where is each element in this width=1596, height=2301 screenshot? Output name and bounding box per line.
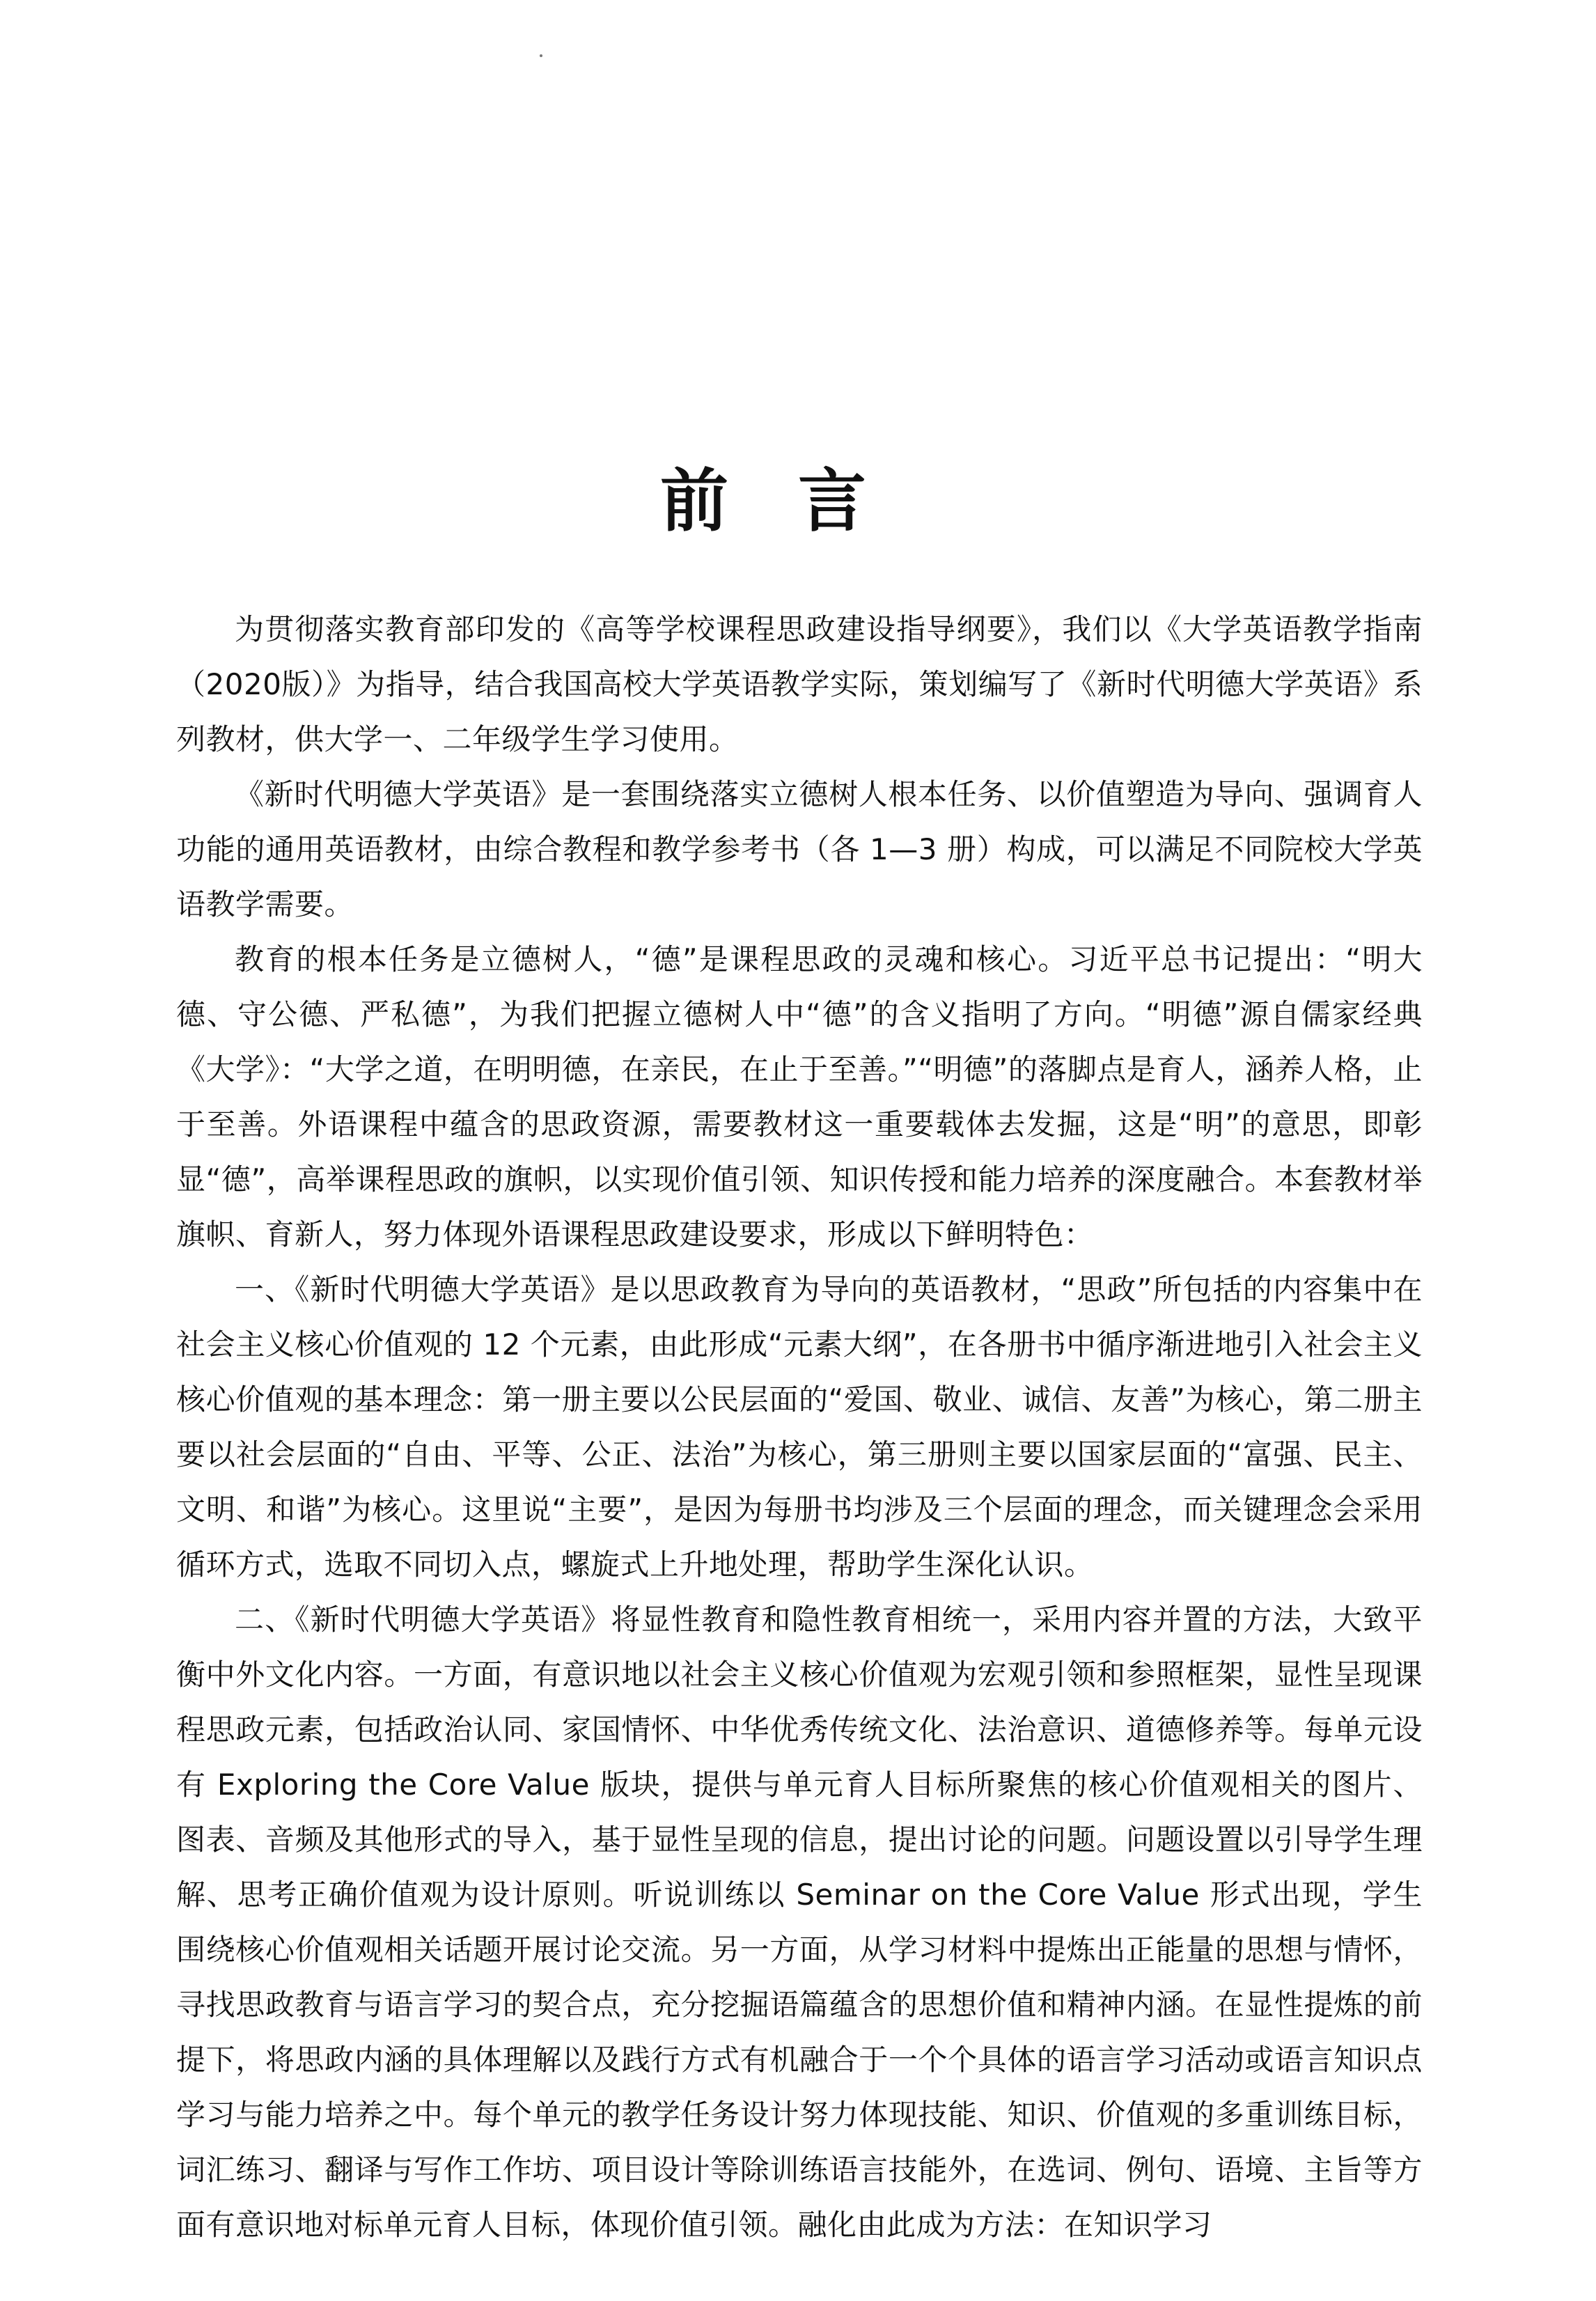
paragraph-feature-1: 一、《新时代明德大学英语》是以思政教育为导向的英语教材，“思政”所包括的内容集中在社会主义核心价值观的 12 个元素，由此形成“元素大纲”，在各册书中循序渐进地引入社会主义核心价值观的基本理念：第一册主要以公民层面的“爱国、敬业、诚信、友善”为核心，第二册主要以社会层面的“自由、平等、公正、法治”为核心，第三册则主要以国家层面的“富强、民主、文明、和谐”为核心。这里说“主要”，是因为每册书均涉及三个层面的理念，而关键理念会采用循环方式，选取不同切入点，螺旋式上升地处理，帮助学生深化认识。	[176, 1272, 1423, 1582]
paragraph-intro: 为贯彻落实教育部印发的《高等学校课程思政建设指导纲要》，我们以《大学英语教学指南（2020版）》为指导，结合我国高校大学英语教学实际，策划编写了《新时代明德大学英语》系列教材，供大学一、二年级学生学习使用。	[176, 612, 1423, 756]
paragraph-feature-2: 二、《新时代明德大学英语》将显性教育和隐性教育相统一，采用内容并置的方法，大致平衡中外文化内容。一方面，有意识地以社会主义核心价值观为宏观引领和参照框架，显性呈现课程思政元素，包括政治认同、家国情怀、中华优秀传统文化、法治意识、道德修养等。每单元设有 Exploring the Core Value 版块，提供与单元育人目标所聚焦的核心价值观相关的图片、图表、音频及其他形式的导入，基于显性呈现的信息，提出讨论的问题。问题设置以引导学生理解、思考正确价值观为设计原则。听说训练以 Seminar on the Core Value 形式出现，学生围绕核心价值观相关话题开展讨论交流。另一方面，从学习材料中提炼出正能量的思想与情怀，寻找思政教育与语言学习的契合点，充分挖掘语篇蕴含的思想价值和精神内涵。在显性提炼的前提下，将思政内涵的具体理解以及践行方式有机融合于一个个具体的语言学习活动或语言知识点学习与能力培养之中。每个单元的教学任务设计努力体现技能、知识、价值观的多重训练目标，词汇练习、翻译与写作工作坊、项目设计等除训练语言技能外，在选词、例句、语境、主旨等方面有意识地对标单元育人目标，体现价值引领。融化由此成为方法：在知识学习	[176, 1602, 1423, 2242]
page-title	[0, 446, 1596, 545]
paragraph-overview: 《新时代明德大学英语》是一套围绕落实立德树人根本任务、以价值塑造为导向、强调育人功能的通用英语教材，由综合教程和教学参考书（各 1—3 册）构成，可以满足不同院校大学英语教学需要。	[176, 777, 1423, 921]
preface-body	[176, 602, 1423, 2252]
paragraph-mingde: 教育的根本任务是立德树人，“德”是课程思政的灵魂和核心。习近平总书记提出：“明大德、守公德、严私德”，为我们把握立德树人中“德”的含义指明了方向。“明德”源自儒家经典《大学》：“大学之道，在明明德，在亲民，在止于至善。”“明德”的落脚点是育人，涵养人格，止于至善。外语课程中蕴含的思政资源，需要教材这一重要载体去发掘，这是“明”的意思，即彰显“德”，高举课程思政的旗帜，以实现价值引领、知识传授和能力培养的深度融合。本套教材举旗帜、育新人，努力体现外语课程思政建设要求，形成以下鲜明特色：	[176, 942, 1423, 1251]
title-char: 前	[659, 460, 798, 541]
scan-mark	[540, 54, 542, 57]
title-char: 言	[798, 460, 937, 541]
